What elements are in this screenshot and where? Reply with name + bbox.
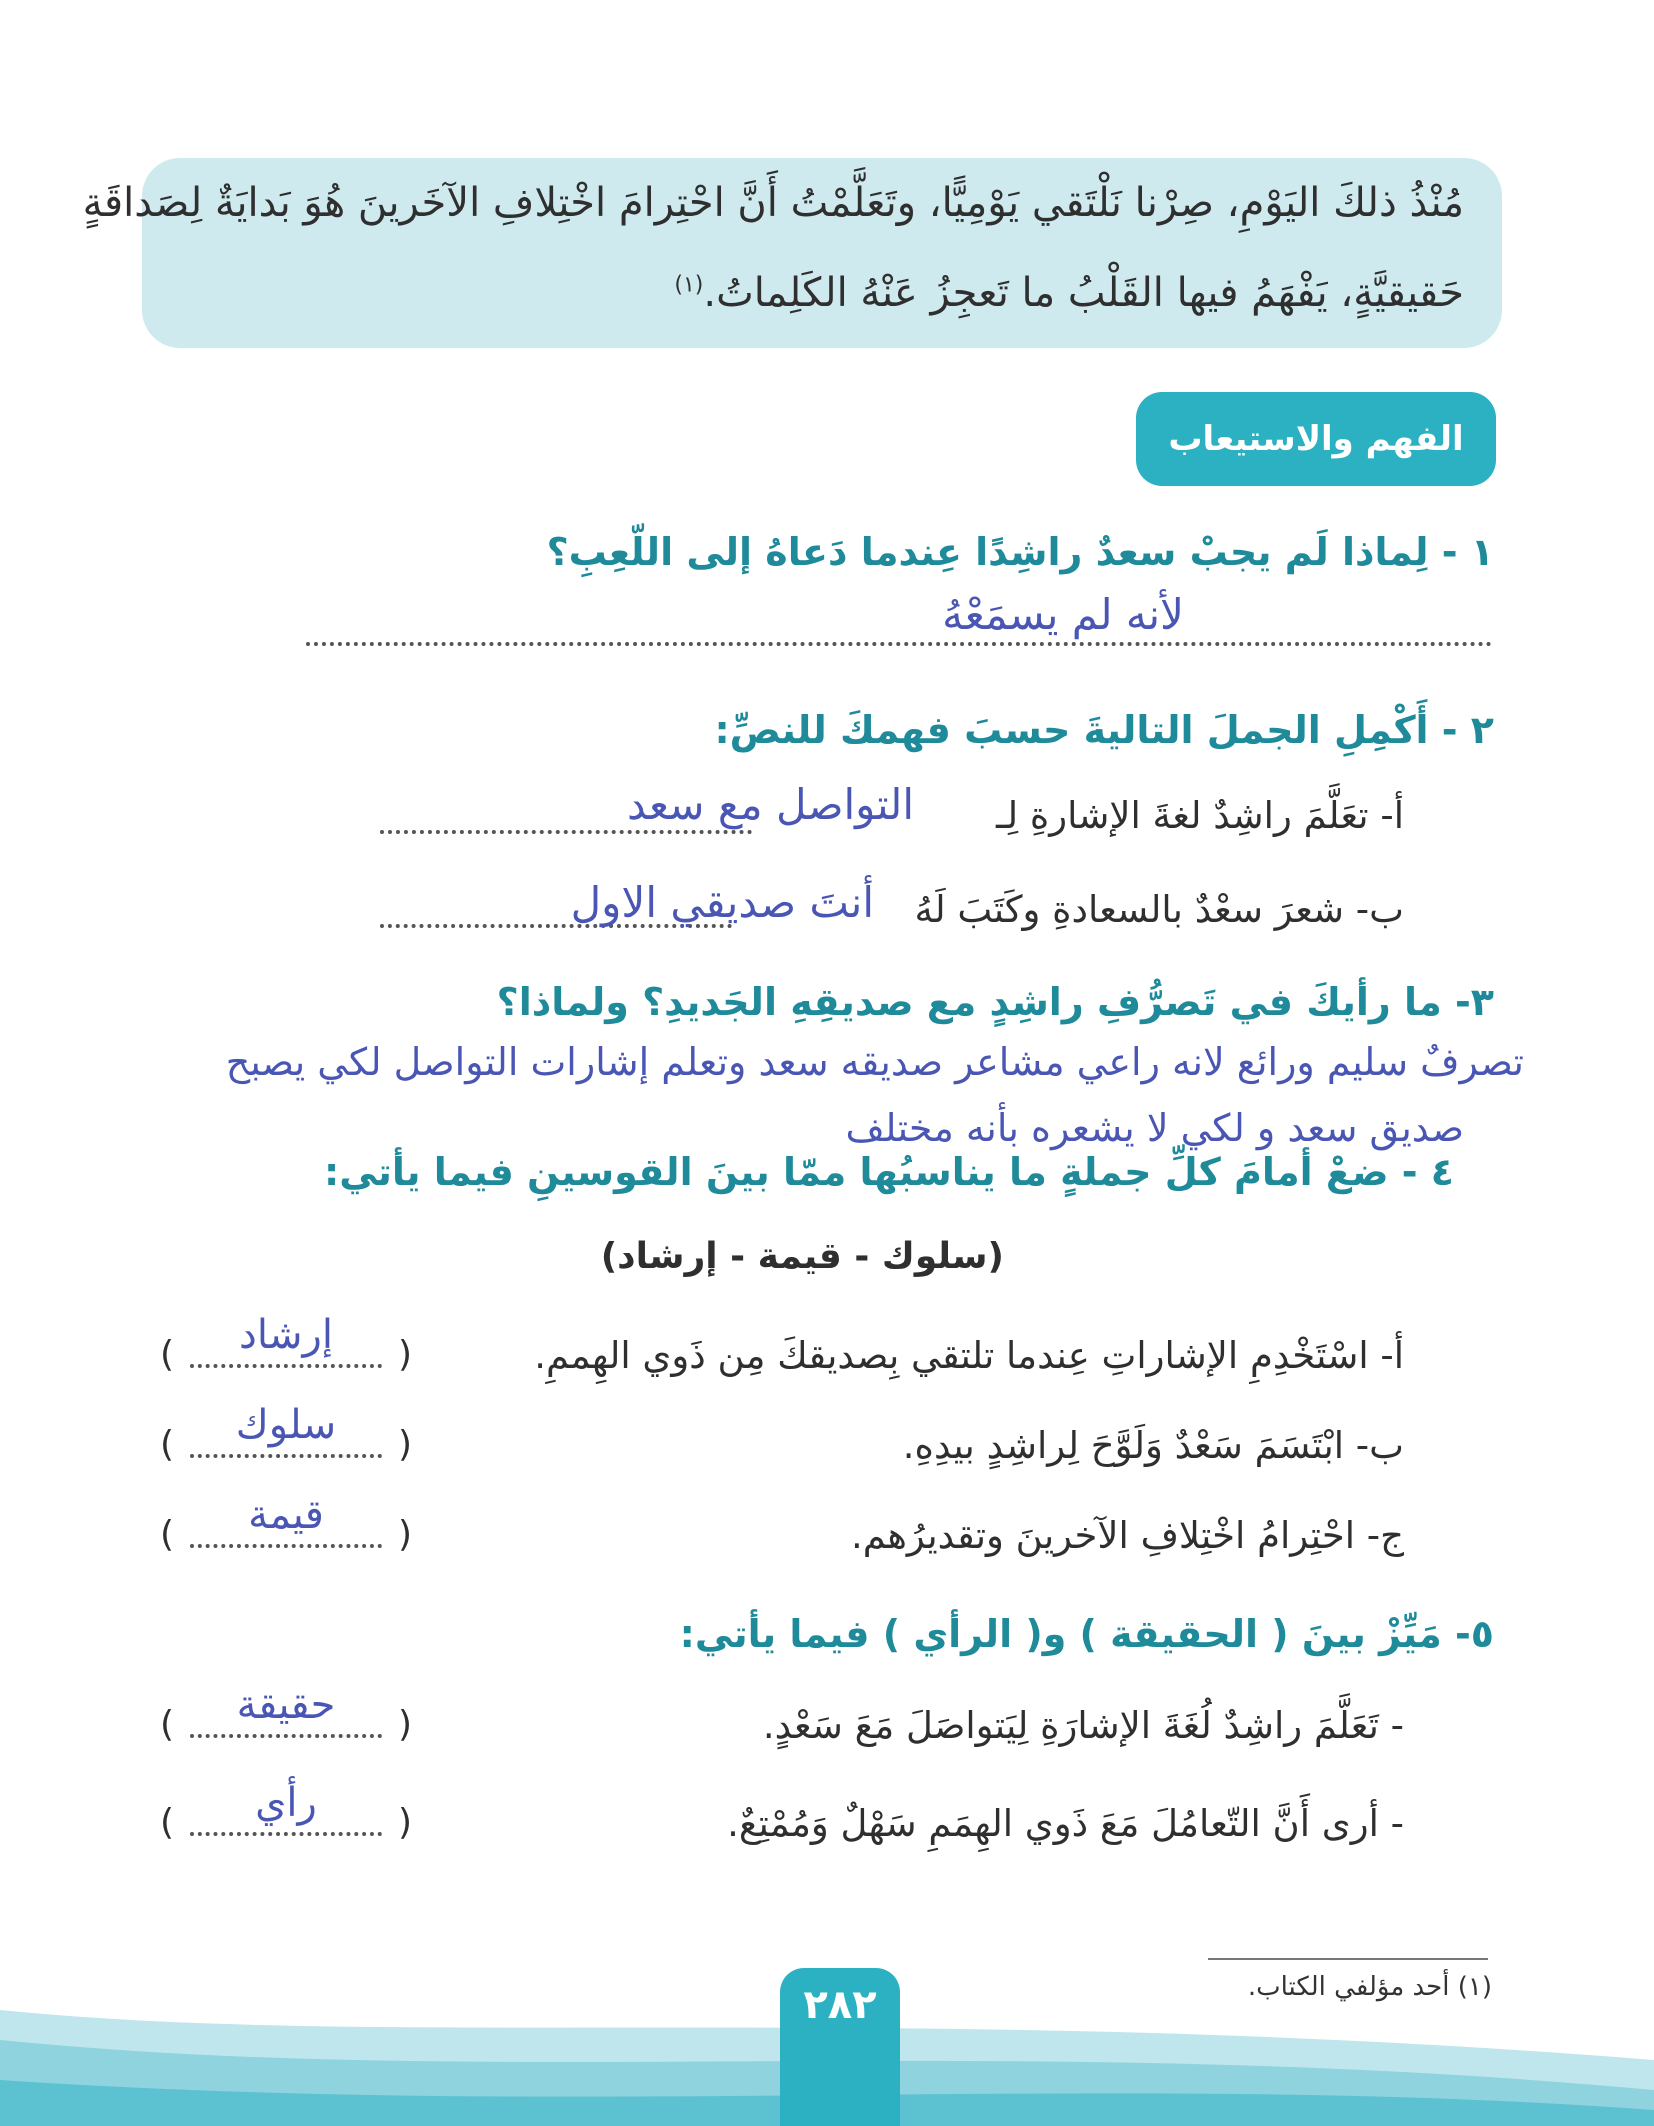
question-3: ٣- ما رأيكَ في تَصرُّفِ راشِدٍ مع صديقِهِ الجَديدِ؟ ولماذا؟ [496,980,1494,1024]
q4-item-b: ب- ابْتَسَمَ سَعْدٌ وَلَوَّحَ لِراشِدٍ بيدِهِ. [902,1424,1404,1467]
footnote-ref: (١) [674,272,704,298]
q4-choices: (سلوك - قيمة - إرشاد) [600,1236,1004,1277]
q2-item-a: أ- تعَلَّمَ راشِدٌ لغةَ الإشارةِ لِـ [995,794,1404,837]
q4-answer-slot-c: ) ( قيمة [160,1492,412,1555]
question-1: ١ - لِماذا لَم يجبْ سعدٌ راشِدًا عِندما دَعاهُ إلى اللّعِبِ؟ [546,530,1494,574]
q1-answer: لأنه لم يسمَعْهُ [942,590,1184,639]
q2-a-line [380,830,752,834]
q4-answer-slot-b: ) ( سلوك [160,1402,412,1465]
q3-answer-line-2: صديق سعد و لكي لا يشعره بأنه مختلف [845,1106,1464,1150]
passage-line-2: حَقيقيَّةٍ، يَفْهَمُ فيها القَلْبُ ما تَعجِزُ عَنْهُ الكَلِماتُ.$^{(١)}$ [674,270,1464,316]
q5-item-2: - أرى أَنَّ التّعامُلَ مَعَ ذَوي الهِمَمِ سَهْلٌ وَمُمْتِعٌ. [727,1802,1404,1845]
q4-item-c: ج- احْتِرامُ اخْتِلافِ الآخرينَ وتقديرُهم. [851,1514,1404,1557]
q4-a-answer: إرشاد [239,1312,333,1358]
q5-item-1: - تَعَلَّمَ راشِدٌ لُغَةَ الإشارَةِ لِيَتواصَلَ مَعَ سَعْدٍ. [762,1704,1404,1747]
question-5: ٥- مَيِّزْ بينَ ( الحقيقة ) و( الرأي ) فيما يأتي: [679,1612,1494,1656]
q2-b-answer: أنتَ صديقي الاول [570,878,874,927]
passage-line-1: مُنْذُ ذلكَ اليَوْمِ، صِرْنا نَلْتَقي يَوْمِيًّا، وتَعَلَّمْتُ أَنَّ احْتِرامَ اخْتِلافِ الآخَرينَ هُوَ بَدايَةٌ لِصَداقَةٍ [82,180,1464,226]
q5-1-answer: حقيقة [236,1682,336,1728]
footnote-rule [1208,1958,1488,1960]
q2-item-b: ب- شعرَ سعْدٌ بالسعادةِ وكَتَبَ لَهُ [914,888,1404,931]
footnote: (١) أحد مؤلفي الكتاب. [1247,1972,1492,2002]
q2-a-answer: التواصل مع سعد [626,780,914,829]
q3-answer-line-1: تصرفٌ سليم ورائع لانه راعي مشاعر صديقه سعد وتعلم إشارات التواصل لكي يصبح [225,1040,1524,1084]
q5-2-answer: رأي [255,1780,317,1826]
q5-answer-slot-2: ) ( رأي [160,1780,412,1843]
q4-b-answer: سلوك [235,1402,337,1448]
q5-answer-slot-1: ) ( حقيقة [160,1682,412,1745]
section-heading: الفهم والاستيعاب [1136,392,1496,486]
passage-box [82,158,1502,348]
q1-answer-line [306,642,1492,646]
q4-item-a: أ- اسْتَخْدِمِ الإشاراتِ عِندما تلتقي بِصديقكَ مِن ذَوي الهِممِ. [534,1334,1404,1377]
question-2: ٢ - أَكْمِلِ الجملَ التاليةَ حسبَ فهمكَ للنصِّ: [714,708,1494,752]
q4-answer-slot-a: ) ( إرشاد [160,1312,412,1375]
question-4: ٤ - ضعْ أمامَ كلِّ جملةٍ ما يناسبُها ممّا بينَ القوسينِ فيما يأتي: [324,1150,1454,1194]
q4-c-answer: قيمة [248,1492,324,1538]
page-number: ٢٨٢ [780,1968,900,2126]
